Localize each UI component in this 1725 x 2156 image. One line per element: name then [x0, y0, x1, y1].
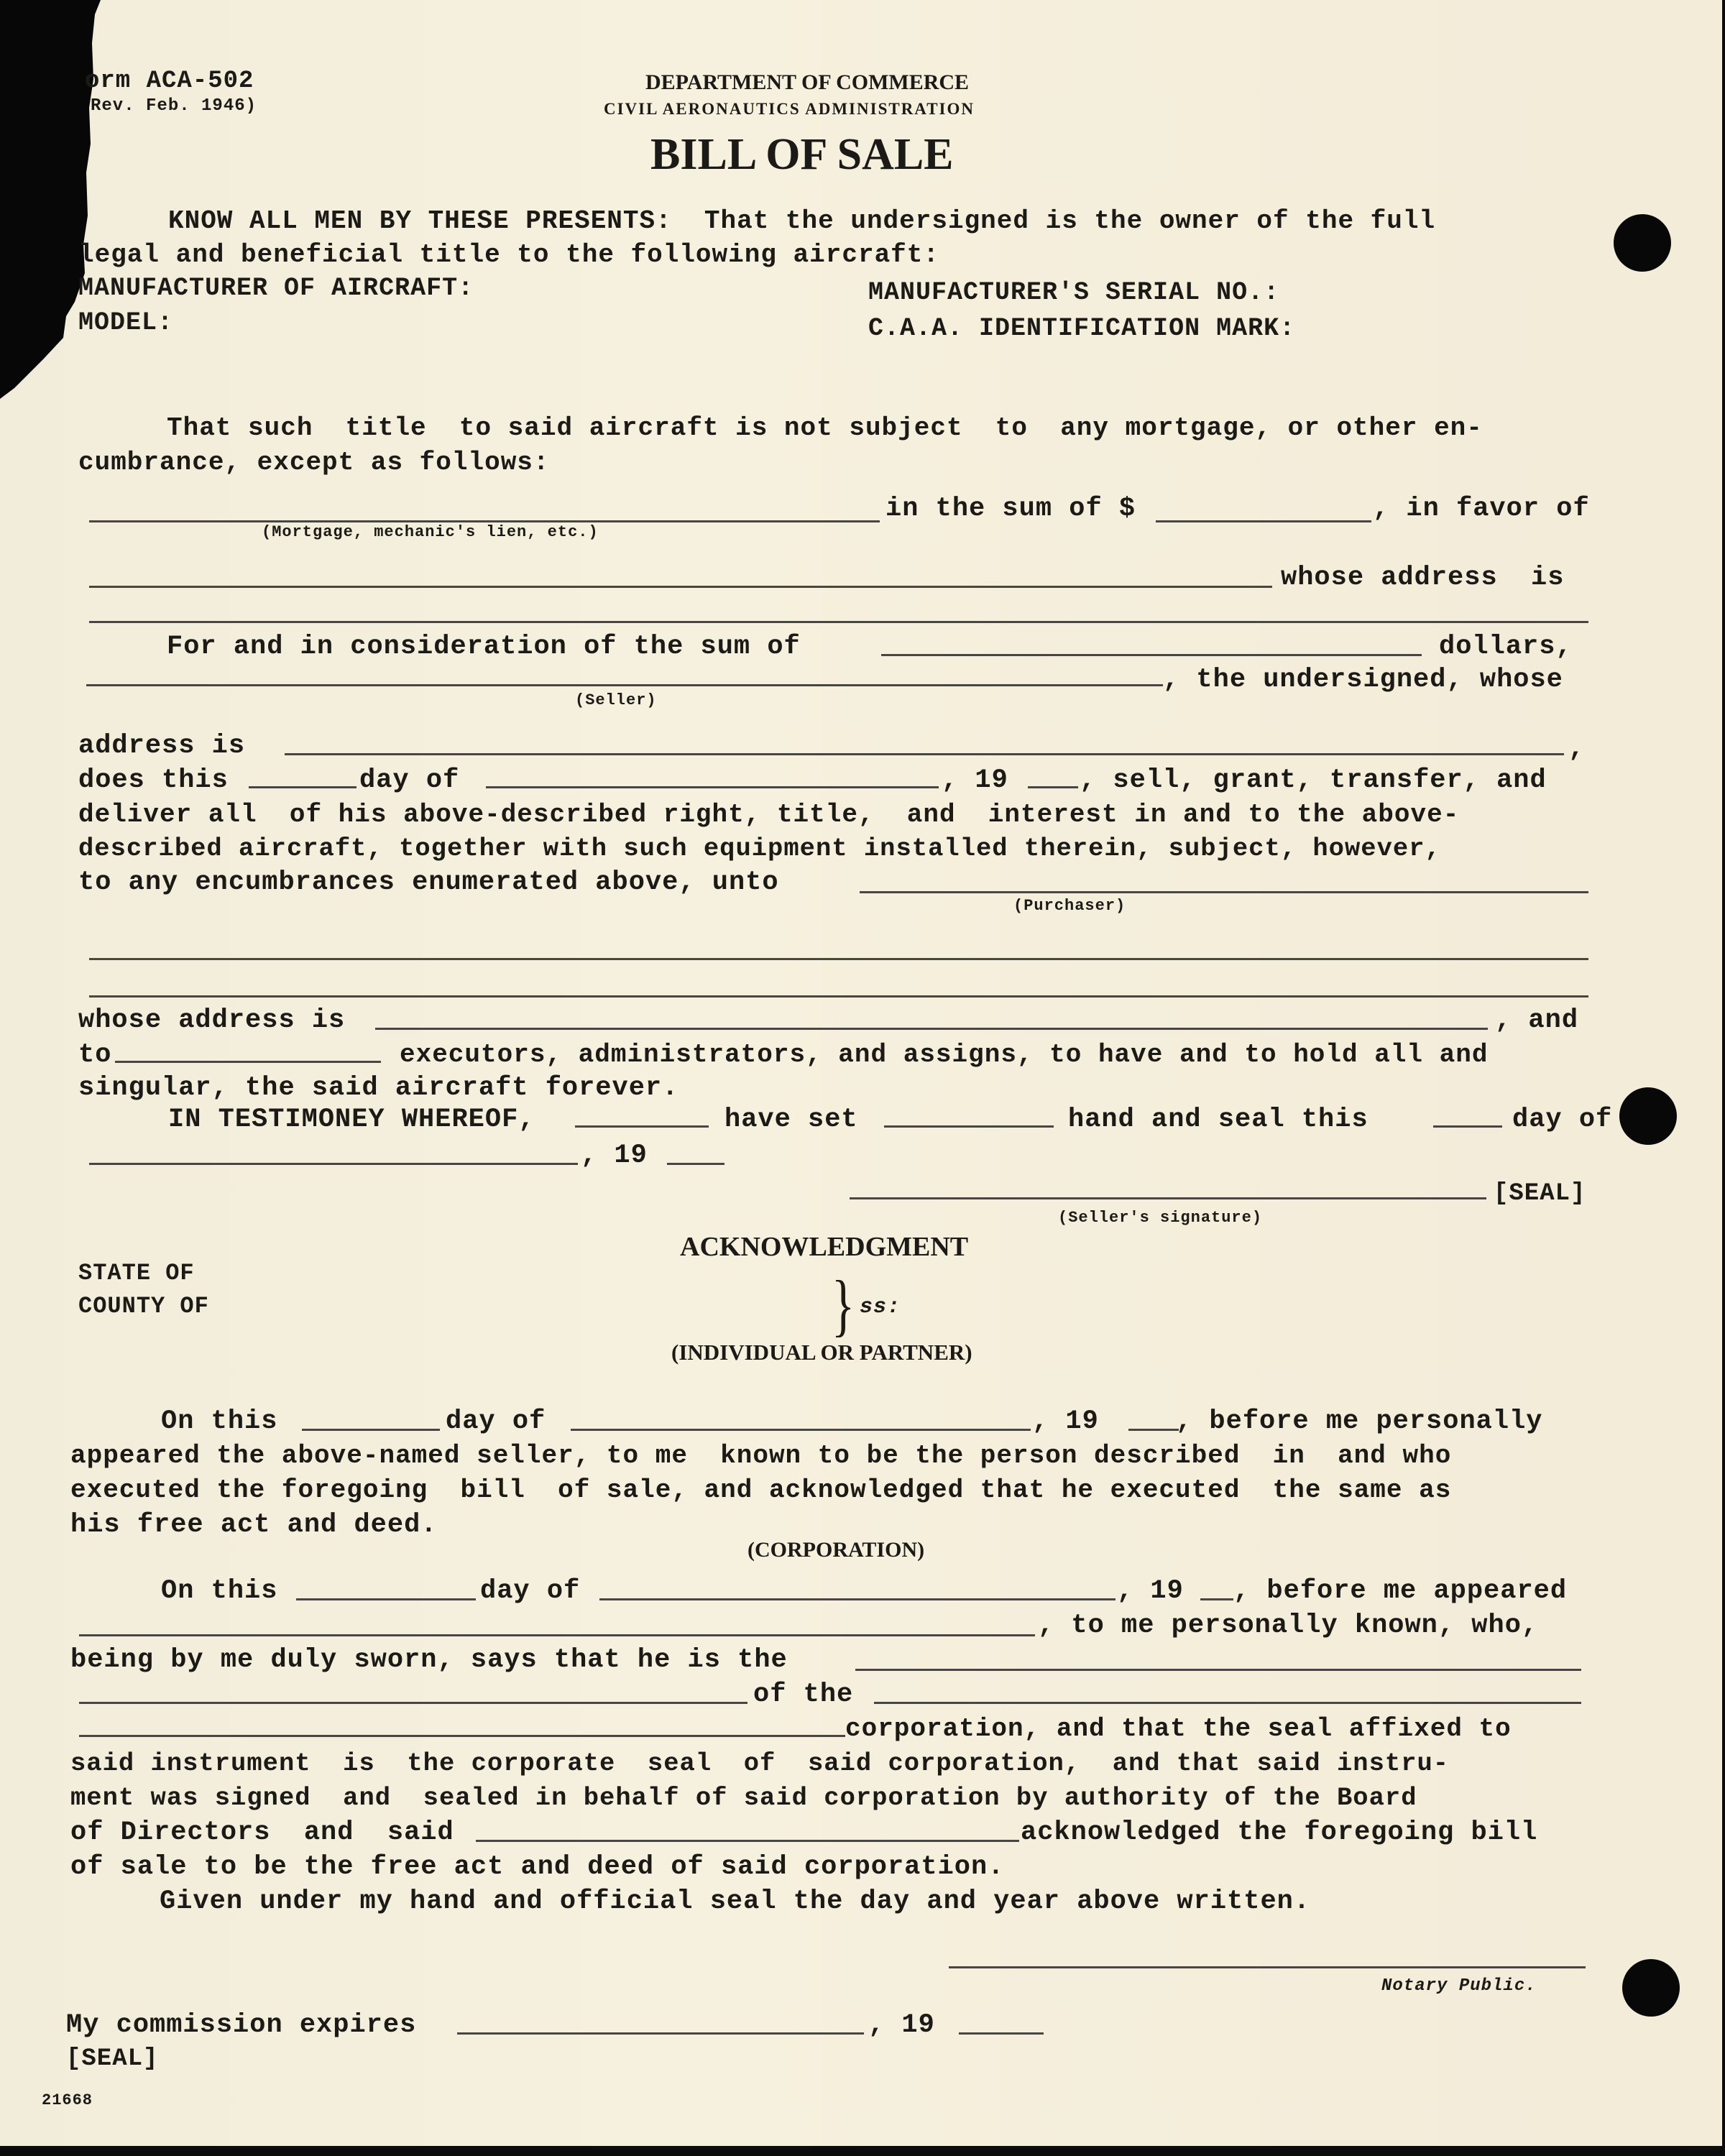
unto-line: to any encumbrances enumerated above, unto	[78, 867, 779, 898]
seller-signature-field[interactable]	[850, 1197, 1486, 1199]
corporation-officer-title-field-2[interactable]	[79, 1702, 748, 1704]
seller-signature-caption: (Seller's signature)	[1058, 1209, 1263, 1227]
punch-hole-middle	[1619, 1087, 1677, 1145]
given-under-hand: Given under my hand and official seal the day and year above written.	[160, 1886, 1311, 1917]
caa-mark-label: C.A.A. IDENTIFICATION MARK:	[868, 314, 1296, 343]
corporation-of-the: of the	[753, 1680, 854, 1710]
encumbrance-type-field[interactable]	[89, 520, 880, 522]
hand-seal-label: hand and seal this	[1068, 1105, 1368, 1135]
individual-line-3: executed the foregoing bill of sale, and acknowledged that he executed the same as	[70, 1475, 1452, 1505]
sale-month-field[interactable]	[486, 786, 939, 788]
lienholder-address-field[interactable]	[89, 621, 1588, 623]
corporation-line-ment: ment was signed and sealed in behalf of said corporation by authority of the Board	[70, 1783, 1417, 1812]
manufacturer-label: MANUFACTURER OF AIRCRAFT:	[78, 274, 474, 303]
individual-day-field[interactable]	[302, 1429, 440, 1431]
corporation-day-field[interactable]	[296, 1598, 476, 1600]
individual-before-me: , before me personally	[1176, 1406, 1543, 1437]
brace-symbol: }	[831, 1266, 855, 1343]
intro-line-1: KNOW ALL MEN BY THESE PRESENTS: That the undersigned is the owner of the full	[168, 206, 1436, 236]
encumbrance-line-1: That such title to said aircraft is not subject to any mortgage, or other en-	[167, 413, 1483, 443]
ss-label: ss:	[860, 1295, 901, 1319]
sale-day-of-label: day of	[359, 765, 460, 796]
purchaser-address-label: whose address is	[78, 1005, 346, 1036]
individual-day-of: day of	[446, 1406, 546, 1437]
corporation-sworn: being by me duly sworn, says that he is the	[70, 1645, 788, 1675]
purchaser-caption: (Purchaser)	[1013, 897, 1126, 915]
encumbrance-type-caption: (Mortgage, mechanic's lien, etc.)	[262, 523, 599, 541]
corporation-day-of: day of	[480, 1576, 581, 1606]
sale-year-field[interactable]	[1028, 786, 1078, 788]
encumbrance-line-2: cumbrance, except as follows:	[78, 448, 550, 477]
commission-expires-label: My commission expires	[66, 2010, 417, 2040]
corporation-name-field-2[interactable]	[79, 1735, 845, 1737]
corporation-line-said: said instrument is the corporate seal of said corporation, and that said instru-	[70, 1749, 1450, 1778]
notary-signature-field[interactable]	[949, 1966, 1586, 1968]
form-revision: Rev. Feb. 1946)	[91, 96, 257, 116]
testimony-label: IN TESTIMONEY WHEREOF,	[168, 1105, 535, 1135]
purchaser-name-field-3[interactable]	[89, 995, 1588, 998]
notary-seal-label: [SEAL]	[66, 2045, 159, 2073]
serial-number-label: MANUFACTURER'S SERIAL NO.:	[868, 278, 1280, 307]
page-title: BILL OF SALE	[650, 130, 954, 179]
have-set-label: have set	[724, 1105, 858, 1135]
corporation-before-me: , before me appeared	[1233, 1576, 1568, 1606]
testimony-party-field[interactable]	[575, 1125, 709, 1128]
torn-corner	[0, 0, 101, 402]
seller-address-comma: ,	[1568, 734, 1586, 764]
purchaser-name-field-2[interactable]	[89, 958, 1588, 960]
corporation-acknowledged: acknowledged the foregoing bill	[1021, 1818, 1538, 1848]
notary-caption: Notary Public.	[1381, 1976, 1537, 1996]
commission-expiry-field[interactable]	[457, 2032, 864, 2035]
corporation-year-prefix: , 19	[1117, 1576, 1184, 1606]
punch-hole-bottom	[1622, 1959, 1680, 2017]
dollars-label: dollars,	[1439, 632, 1573, 662]
department-name: DEPARTMENT OF COMMERCE	[645, 70, 970, 94]
corporation-officer-title-field[interactable]	[855, 1669, 1581, 1671]
corporation-on-this: On this	[161, 1576, 278, 1606]
described-line: described aircraft, together with such equipment installed therein, subject, however,	[78, 834, 1441, 863]
undersigned-label: , the undersigned, whose	[1163, 665, 1563, 695]
purchaser-name-field[interactable]	[860, 891, 1588, 893]
to-label: to	[78, 1040, 112, 1070]
singular-line: singular, the said aircraft forever.	[78, 1073, 679, 1103]
does-this-label: does this	[78, 765, 229, 796]
encumbrance-amount-field[interactable]	[1156, 520, 1371, 522]
punch-hole-top	[1614, 214, 1671, 272]
testimony-pronoun-field[interactable]	[884, 1125, 1054, 1128]
individual-line-2: appeared the above-named seller, to me known to be the person described in and who	[70, 1441, 1452, 1470]
corporation-seal-affixed: corporation, and that the seal affixed to	[845, 1714, 1512, 1743]
corporation-personally-known: , to me personally known, who,	[1038, 1611, 1539, 1641]
consideration-label: For and in consideration of the sum of	[167, 632, 801, 662]
testimony-day-of-label: day of	[1512, 1105, 1613, 1135]
testimony-year-field[interactable]	[667, 1163, 724, 1165]
corporation-acknowledger-field[interactable]	[476, 1840, 1019, 1842]
individual-month-field[interactable]	[571, 1429, 1031, 1431]
sum-label: in the sum of $	[886, 494, 1136, 524]
corporation-month-field[interactable]	[599, 1598, 1116, 1600]
corporation-directors: of Directors and said	[70, 1818, 454, 1848]
corporation-name-field[interactable]	[874, 1702, 1581, 1704]
consideration-amount-field[interactable]	[881, 654, 1422, 656]
sale-day-field[interactable]	[249, 786, 356, 788]
corporation-heading: (CORPORATION)	[748, 1538, 925, 1562]
testimony-day-field[interactable]	[1433, 1125, 1502, 1128]
intro-line-2: legal and beneficial title to the following aircraft:	[78, 240, 939, 270]
corporation-officer-name-field[interactable]	[79, 1634, 1035, 1636]
form-number: orm ACA-502	[85, 68, 254, 95]
seller-address-field[interactable]	[285, 753, 1564, 755]
individual-on-this: On this	[161, 1406, 278, 1437]
print-code: 21668	[42, 2091, 93, 2109]
lienholder-name-field[interactable]	[89, 586, 1272, 588]
heirs-field[interactable]	[115, 1061, 381, 1063]
seller-address-label: address is	[78, 731, 246, 761]
executors-line: executors, administrators, and assigns, to have and to hold all and	[400, 1040, 1489, 1069]
corporation-line-sale: of sale to be the free act and deed of said corporation.	[70, 1852, 1005, 1882]
and-label: , and	[1495, 1005, 1579, 1036]
individual-line-4: his free act and deed.	[70, 1510, 438, 1540]
seller-seal-label: [SEAL]	[1494, 1180, 1586, 1207]
seller-caption: (Seller)	[575, 691, 657, 709]
state-label: STATE OF	[78, 1260, 195, 1286]
sell-grant-label: , sell, grant, transfer, and	[1080, 765, 1547, 796]
lienholder-address-label: whose address is	[1281, 563, 1565, 593]
individual-year-prefix: , 19	[1032, 1406, 1099, 1437]
deliver-line: deliver all of his above-described right, title, and interest in and to the above-	[78, 800, 1460, 829]
sale-year-prefix: , 19	[942, 765, 1008, 796]
individual-year-field[interactable]	[1128, 1429, 1179, 1431]
purchaser-address-field[interactable]	[375, 1028, 1488, 1030]
acknowledgment-title: ACKNOWLEDGMENT	[680, 1232, 969, 1262]
seller-name-field[interactable]	[86, 684, 1163, 686]
county-label: COUNTY OF	[78, 1293, 209, 1319]
corporation-year-field[interactable]	[1200, 1598, 1233, 1600]
model-label: MODEL:	[78, 308, 174, 337]
in-favor-of-label: , in favor of	[1373, 494, 1590, 524]
agency-name: CIVIL AERONAUTICS ADMINISTRATION	[604, 100, 975, 118]
scan-edge-right	[1722, 0, 1725, 2156]
individual-heading: (INDIVIDUAL OR PARTNER)	[671, 1340, 972, 1365]
testimony-month-field[interactable]	[89, 1163, 578, 1165]
commission-year-prefix: , 19	[868, 2010, 935, 2040]
testimony-year-prefix: , 19	[581, 1141, 648, 1171]
commission-year-field[interactable]	[959, 2032, 1044, 2035]
scan-edge-bottom	[0, 2146, 1725, 2156]
